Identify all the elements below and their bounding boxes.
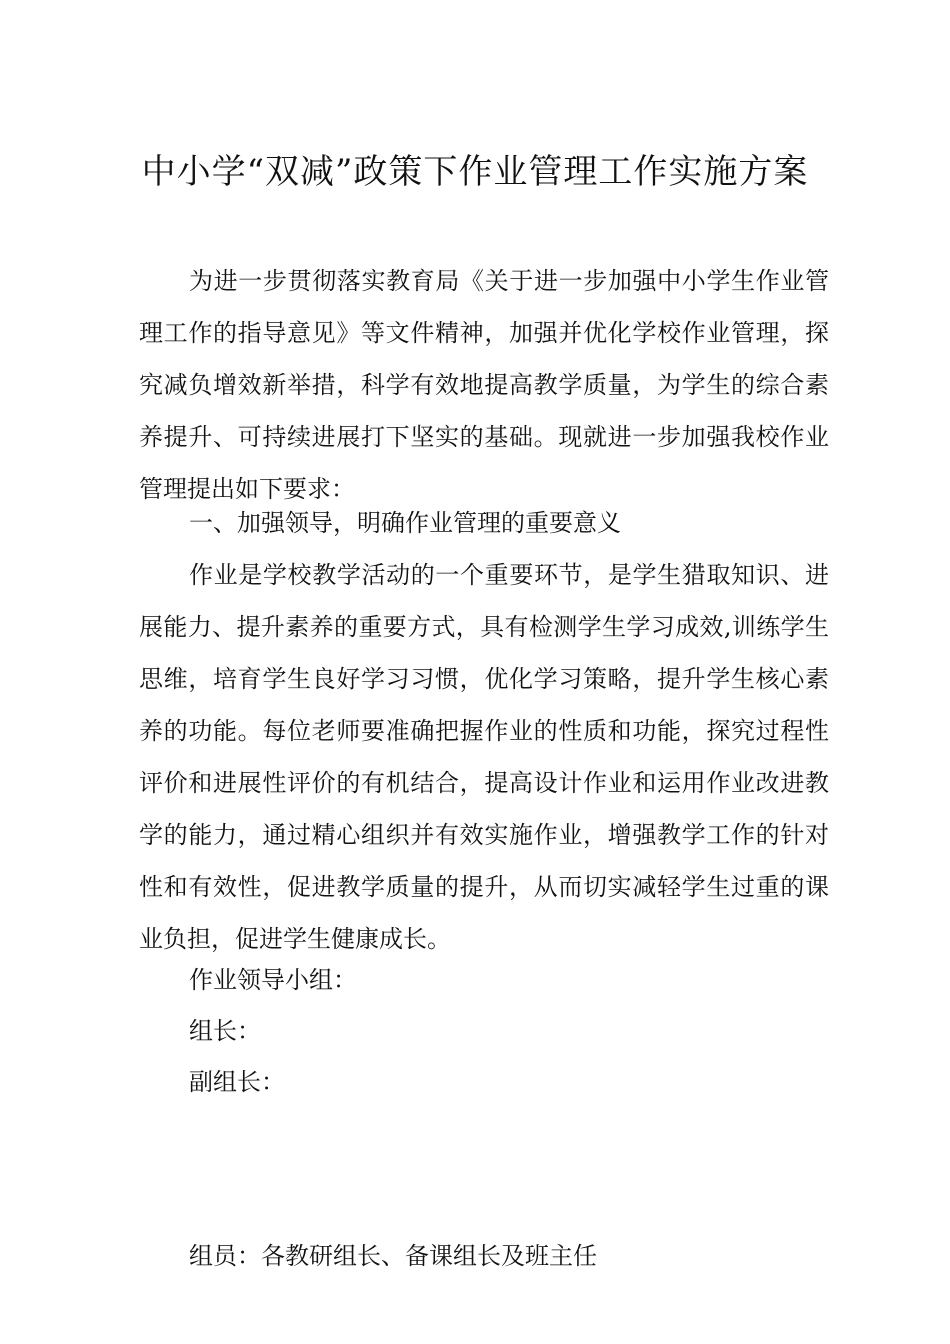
leadership-group-label: 作业领导小组： [189,966,357,994]
leader-label: 组长： [189,1017,261,1045]
deputy-leader-label: 副组长： [189,1068,285,1096]
document-title: 中小学“双减”政策下作业管理工作实施方案 [141,152,809,192]
members-label: 组员：各教研组长、备课组长及班主任 [189,1242,597,1270]
section-heading: 一、加强领导，明确作业管理的重要意义 [189,509,621,537]
section-body-paragraph: 作业是学校教学活动的一个重要环节，是学生猎取知识、进展能力、提升素养的重要方式，具有检测学生学习成效,训练学生思维，培育学生良好学习习惯，优化学习策略，提升学生核心素养的功能。每位老师要准确把握作业的性质和功能，探究过程性评价和进展性评价的有机结合，提高设计作业和运用作业改进教学的能力，通过精心组织并有效实施作业，增强教学工作的针对性和有效性，促进教学质量的提升，从而切实减轻学生过重的课业负担，促进学生健康成长。 [139,561,829,953]
intro-paragraph: 为进一步贯彻落实教育局《关于进一步加强中小学生作业管理工作的指导意见》等文件精神，加强并优化学校作业管理，探究减负增效新举措，科学有效地提高教学质量，为学生的综合素养提升、可持续进展打下坚实的基础。现就进一步加强我校作业管理提出如下要求： [139,267,829,503]
